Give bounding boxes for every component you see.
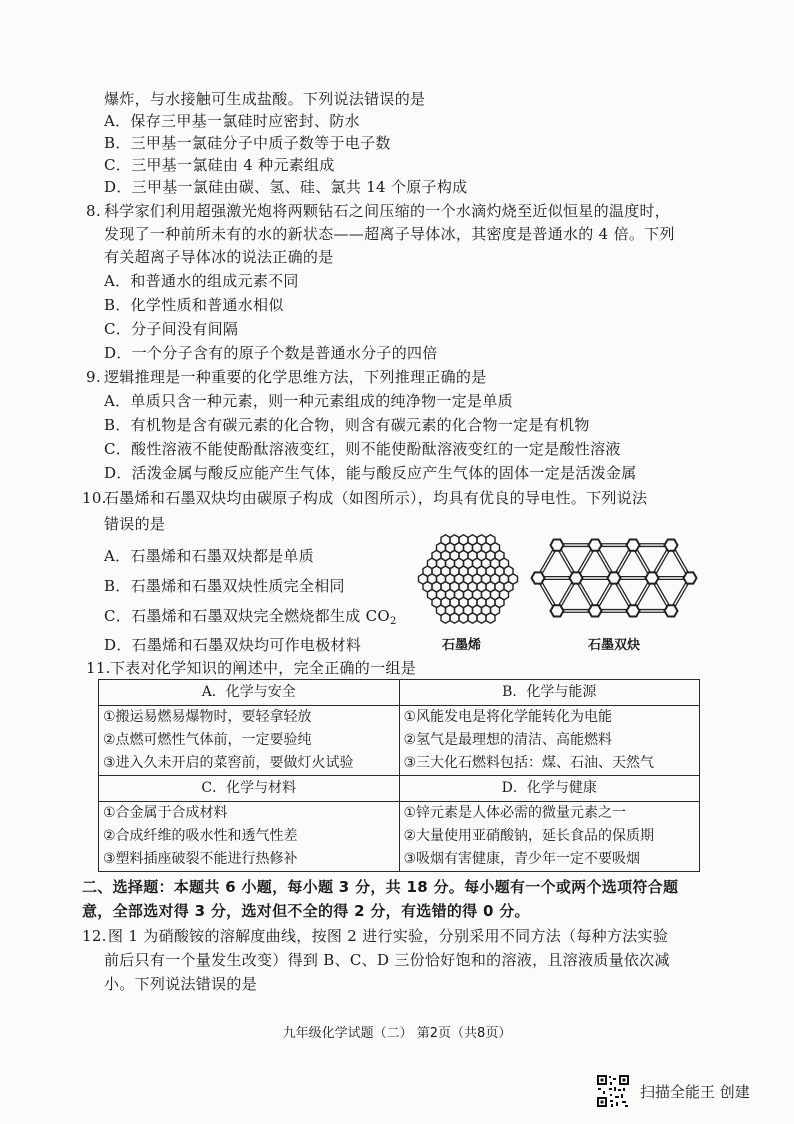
q9-stem: 逻辑推理是一种重要的化学思维方法，下列推理正确的是 [104, 368, 487, 386]
benzene-ring-node [608, 572, 621, 583]
graphdiyne-label: 石墨双炔 [588, 638, 641, 653]
q8-option-b: B．化学性质和普通水相似 [104, 296, 284, 314]
benzene-ring-node [627, 540, 640, 551]
table-d-item-2: ②大量使用亚硝酸钠，延长食品的保质期 [403, 828, 655, 844]
q9-option-a: A．单质只含一种元素，则一种元素组成的纯净物一定是单质 [104, 392, 513, 410]
q12-stem-line3: 小。下列说法错误的是 [104, 975, 258, 993]
table-d-item-1: ①锌元素是人体必需的微量元素之一 [403, 805, 627, 821]
q11-stem: 下表对化学知识的阐述中，完全正确的一组是 [110, 659, 417, 677]
table-cell-d [399, 802, 700, 872]
q8-option-d: D．一个分子含有的原子个数是普通水分子的四倍 [104, 344, 438, 362]
table-a-item-1: ①搬运易燃易爆物时，要轻拿轻放 [103, 709, 312, 725]
table-c-item-1: ①合金属于合成材料 [103, 805, 228, 821]
carbon-ring [468, 613, 477, 623]
carbon-ring [450, 613, 459, 623]
q8-option-a: A．和普通水的组成元素不同 [104, 272, 299, 290]
carbon-ring [441, 613, 450, 623]
q10-stem-line1: 石墨烯和石墨双炔均由碳原子构成（如图所示），均具有优良的导电性。下列说法 [104, 489, 648, 507]
co2-subscript: 2 [390, 616, 397, 627]
q9-option-b: B．有机物是含有碳元素的化合物，则含有碳元素的化合物一定是有机物 [104, 416, 590, 434]
section2-heading-line2: 意，全部选对得 3 分，选对但不全的得 2 分，有选错的得 0 分。 [82, 902, 530, 920]
qr-code-icon [596, 1074, 630, 1108]
q8-number: 8. [86, 202, 101, 220]
benzene-ring-node [589, 540, 602, 551]
table-cell-a [99, 706, 400, 776]
table-head-b: B．化学与能源 [399, 680, 700, 706]
q9-number: 9. [86, 368, 101, 386]
table-b-item-3: ③三大化石燃料包括：煤、石油、天然气 [403, 755, 655, 771]
table-c-item-2: ②合成纤维的吸水性和透气性差 [103, 828, 298, 844]
benzene-ring-node [589, 605, 602, 616]
scanner-watermark [596, 1074, 750, 1108]
benzene-ring-node [627, 605, 640, 616]
benzene-ring-node [551, 540, 564, 551]
benzene-ring-node [665, 540, 678, 551]
q7-option-d: D．三甲基一氯硅由碳、氢、硅、氯共 14 个原子构成 [104, 178, 468, 196]
table-a-item-2: ②点燃可燃性气体前，一定要验纯 [103, 732, 312, 748]
q10-stem-line2: 错误的是 [104, 515, 166, 533]
table-a-item-3: ③进入久未开启的菜窖前，要做灯火试验 [103, 755, 354, 771]
benzene-ring-node [665, 605, 678, 616]
benzene-ring-node [551, 605, 564, 616]
page-footer: 九年级化学试题（二） 第2页（共8页） [282, 1026, 512, 1041]
benzene-ring-node [532, 572, 545, 583]
table-cell-b [399, 706, 700, 776]
q9-option-d: D．活泼金属与酸反应能产生气体，能与酸反应产生气体的固体一定是活泼金属 [104, 464, 637, 482]
graphdiyne-figure [530, 522, 698, 634]
q8-stem-line2: 发现了一种前所未有的水的新状态——超离子导体冰，其密度是普通水的 4 倍。下列 [104, 225, 675, 243]
q7-option-a: A．保存三甲基一氯硅时应密封、防水 [104, 112, 360, 130]
benzene-ring-node [570, 572, 583, 583]
q11-knowledge-table [98, 679, 700, 872]
q7-option-c: C．三甲基一氯硅由 4 种元素组成 [104, 156, 335, 174]
table-c-item-3: ③塑料插座破裂不能进行热修补 [103, 851, 298, 867]
table-head-c: C．化学与材料 [99, 776, 400, 802]
benzene-ring-node [646, 572, 659, 583]
scanner-text: 扫描全能王 创建 [640, 1082, 750, 1101]
table-head-a: A．化学与安全 [99, 680, 400, 706]
q10-option-c [104, 605, 397, 633]
table-b-item-1: ①风能发电是将化学能转化为电能 [403, 709, 613, 725]
q8-option-c: C．分子间没有间隔 [104, 320, 239, 338]
carbon-ring [459, 613, 468, 623]
graphene-lattice [419, 535, 518, 623]
carbon-ring [477, 613, 486, 623]
q10-option-c-text: C．石墨烯和石墨双炔完全燃烧都生成 CO [104, 607, 391, 625]
q12-stem-line1: 图 1 为硝酸铵的溶解度曲线，按图 2 进行实验，分别采用不同方法（每种方法实验 [108, 927, 669, 945]
table-b-item-2: ②氢气是最理想的清洁、高能燃料 [403, 732, 613, 748]
q12-number: 12. [82, 927, 107, 945]
q7-stem-tail: 爆炸，与水接触可生成盐酸。下列说法错误的是 [104, 90, 426, 108]
table-head-d: D．化学与健康 [399, 776, 700, 802]
q10-option-a: A．石墨烯和石墨双炔都是单质 [104, 547, 315, 565]
table-cell-c [99, 802, 400, 872]
q10-option-b: B．石墨烯和石墨双炔性质完全相同 [104, 577, 345, 595]
q10-number: 10. [82, 489, 107, 507]
table-d-item-3: ③吸烟有害健康，青少年一定不要吸烟 [403, 851, 641, 867]
section2-heading-line1: 二、选择题：本题共 6 小题，每小题 3 分，共 18 分。每小题有一个或两个选项符合题 [82, 878, 679, 896]
q7-option-b: B．三甲基一氯硅分子中质子数等于电子数 [104, 134, 391, 152]
q8-stem-line1: 科学家们利用超强激光炮将两颗钻石之间压缩的一个水滴灼烧至近似恒星的温度时， [104, 202, 671, 220]
graphene-label: 石墨烯 [442, 638, 482, 653]
benzene-ring-node [684, 572, 697, 583]
graphdiyne-lattice [532, 540, 697, 617]
q9-option-c: C．酸性溶液不能使酚酞溶液变红，则不能使酚酞溶液变红的一定是酸性溶液 [104, 440, 621, 458]
q8-stem-line3: 有关超离子导体冰的说法正确的是 [104, 248, 334, 266]
q12-stem-line2: 前后只有一个量发生改变）得到 B、C、D 三份恰好饱和的溶液，且溶液质量依次减 [104, 951, 670, 969]
q10-option-d: D．石墨烯和石墨双炔均可作电极材料 [104, 636, 362, 654]
q11-number: 11. [86, 659, 111, 677]
carbon-ring [486, 613, 495, 623]
graphene-figure [416, 527, 520, 631]
